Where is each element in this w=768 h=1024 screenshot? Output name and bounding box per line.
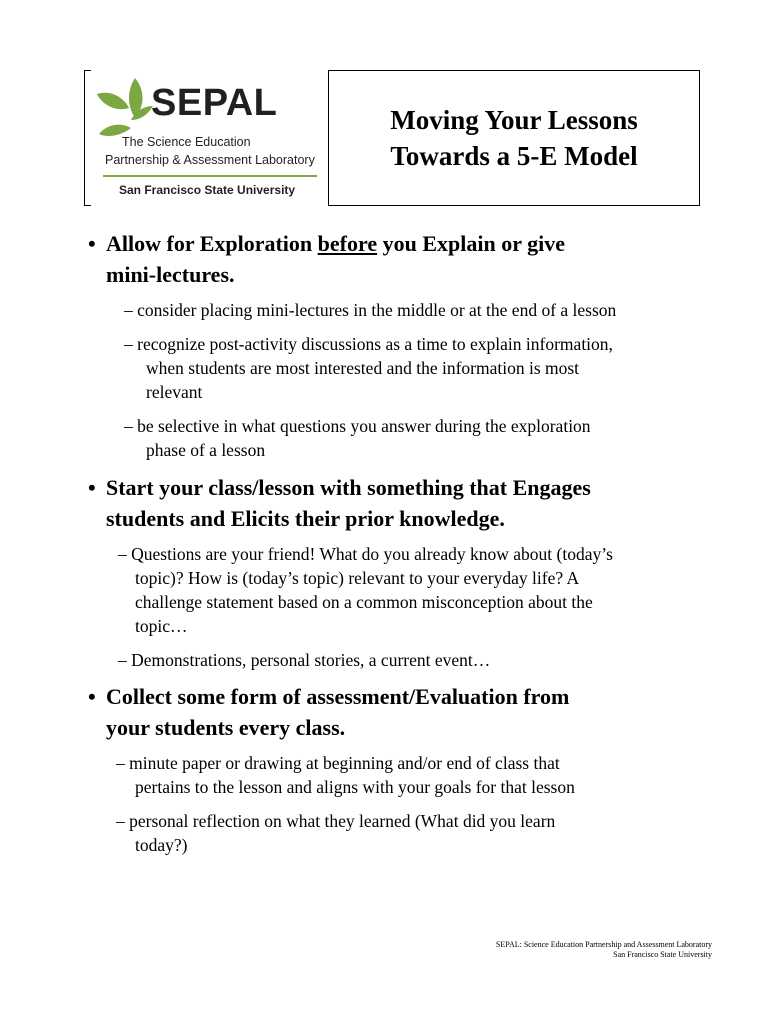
logo-divider: [103, 175, 317, 177]
footer-line1: SEPAL: Science Education Partnership and Assessment Laboratory: [495, 940, 712, 949]
list-item-line: topic…: [135, 616, 188, 636]
list-item: [118, 648, 718, 672]
heading-continuation: mini-lectures.: [106, 262, 235, 287]
list-item-line: phase of a lesson: [146, 440, 266, 460]
bullet-dot: •: [88, 231, 96, 256]
page-footer: [496, 940, 712, 960]
title-box: [328, 70, 700, 206]
list-item-line: – Demonstrations, personal stories, a current event…: [118, 650, 491, 670]
heading-text: Start your class/lesson with something that Engages: [106, 475, 591, 500]
list-item-line: topic)? How is (today’s topic) relevant to your everyday life? A: [135, 568, 580, 588]
list-item: [124, 298, 724, 322]
bullet-dot: •: [88, 684, 96, 709]
list-item-line: – Questions are your friend! What do you already know about (today’s: [118, 544, 613, 564]
heading-text: you Explain or give: [377, 231, 565, 256]
logo-subtitle-line2: Partnership & Assessment Laboratory: [105, 153, 315, 167]
logo-subtitle-line1: The Science Education: [122, 135, 251, 149]
logo-university: San Francisco State University: [119, 183, 296, 197]
list-item-line: relevant: [146, 382, 203, 402]
list-item: [116, 751, 716, 799]
sepal-logo: [84, 70, 328, 206]
bullet-dot: •: [88, 475, 96, 500]
list-item: [124, 414, 724, 462]
list-item-line: – personal reflection on what they learned (What did you learn: [116, 811, 556, 831]
footer-line2: San Francisco State University: [613, 950, 712, 959]
logo-brand-name: SEPAL: [151, 82, 278, 124]
section-heading-exploration: [88, 228, 688, 290]
title-line1: Moving Your Lessons: [390, 105, 638, 135]
list-item-line: today?): [135, 835, 188, 855]
list-item: [124, 332, 724, 404]
heading-text: Allow for Exploration: [106, 231, 318, 256]
list-item-line: – minute paper or drawing at beginning and/or end of class that: [116, 753, 560, 773]
heading-text: Collect some form of assessment/Evaluation from: [106, 684, 570, 709]
list-item-line: – be selective in what questions you answer during the exploration: [124, 416, 591, 436]
section-heading-engage: [88, 472, 688, 534]
heading-underlined: before: [317, 231, 378, 256]
list-item-line: pertains to the lesson and aligns with your goals for that lesson: [135, 777, 575, 797]
heading-continuation: your students every class.: [106, 715, 346, 740]
list-item-line: – consider placing mini-lectures in the middle or at the end of a lesson: [124, 300, 617, 320]
title-line2: Towards a 5-E Model: [390, 141, 638, 171]
list-item-line: challenge statement based on a common misconception about the: [135, 592, 593, 612]
section-heading-evaluation: [88, 681, 688, 743]
list-item: [116, 809, 716, 857]
heading-continuation: students and Elicits their prior knowledge.: [106, 506, 505, 531]
page-title: [390, 102, 638, 174]
list-item-line: when students are most interested and the information is most: [146, 358, 580, 378]
list-item: [118, 542, 718, 638]
list-item-line: – recognize post-activity discussions as a time to explain information,: [124, 334, 613, 354]
